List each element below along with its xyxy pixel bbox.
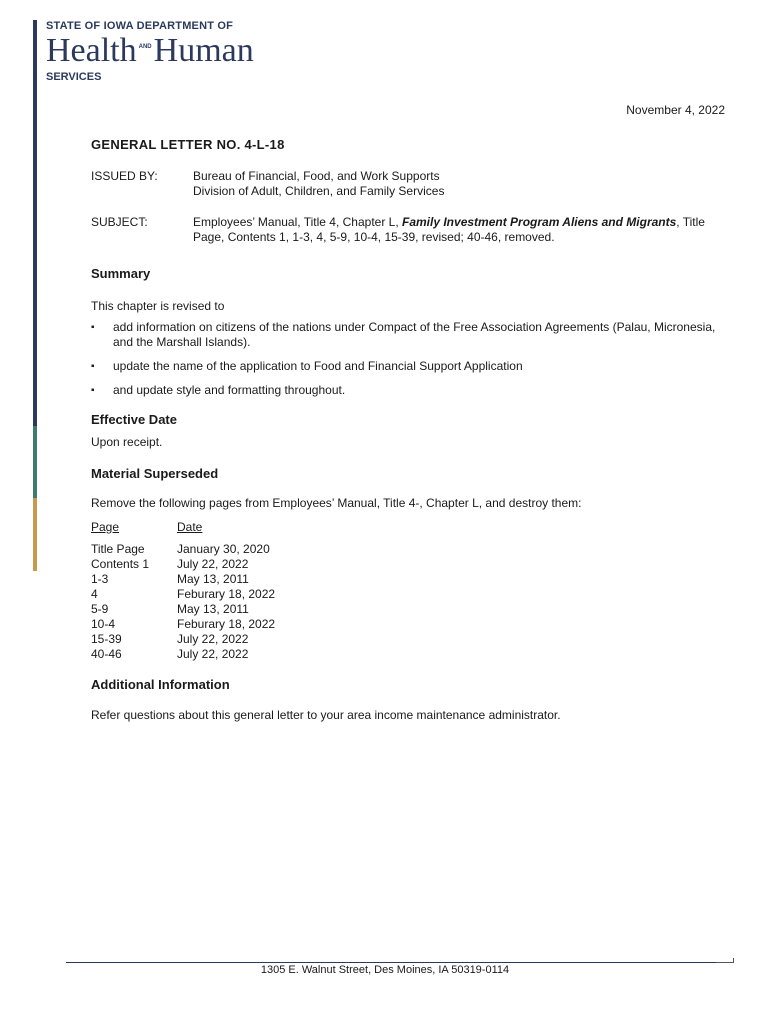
page-cell: 15-39	[91, 632, 122, 646]
material-superseded-text: Remove the following pages from Employees’ Manual, Title 4-, Chapter L, and destroy them:	[91, 496, 582, 510]
table-row	[91, 587, 731, 602]
page-cell: 10-4	[91, 617, 116, 631]
letter-date: November 4, 2022	[626, 103, 725, 117]
page-cell: 4	[91, 587, 98, 601]
table-row	[91, 557, 731, 572]
page-cell: Contents 1	[91, 557, 150, 571]
table-row	[91, 542, 731, 557]
issued-by-line2: Division of Adult, Children, and Family Services	[193, 184, 445, 198]
page-cell: 1-3	[91, 572, 109, 586]
logo-and: AND	[138, 44, 152, 51]
accent-bar-navy	[33, 20, 37, 426]
summary-heading: Summary	[91, 266, 151, 281]
logo-main-line	[46, 33, 254, 71]
footer-address: 1305 E. Walnut Street, Des Moines, IA 50319-0114	[260, 964, 510, 976]
additional-information-heading: Additional Information	[91, 677, 230, 692]
summary-bullet: ▪ update the name of the application to Food and Financial Support Application	[91, 359, 731, 374]
effective-date-heading: Effective Date	[91, 412, 177, 427]
letter-body	[91, 137, 731, 723]
date-cell: January 30, 2020	[177, 542, 270, 556]
subject-suffix: , Title Page, Contents 1, 1-3, 4, 5-9, 10-4, 15-39, revised; 40-46, removed.	[193, 215, 705, 244]
table-row	[91, 602, 731, 617]
issued-by-label: ISSUED BY:	[91, 169, 158, 183]
footer-corner-mark	[716, 958, 734, 963]
material-superseded-heading: Material Superseded	[91, 466, 219, 481]
date-cell: July 22, 2022	[177, 557, 249, 571]
subject-label: SUBJECT:	[91, 215, 148, 229]
subject-value	[193, 215, 731, 245]
logo-word-health: Health	[46, 32, 137, 69]
page-cell: 5-9	[91, 602, 109, 616]
additional-information-text: Refer questions about this general letter to your area income maintenance administrator.	[91, 708, 561, 722]
table-row	[91, 632, 731, 647]
letter-number: GENERAL LETTER NO. 4-L-18	[91, 137, 285, 152]
superseded-table-header	[91, 520, 731, 535]
superseded-table	[91, 520, 731, 662]
summary-list	[91, 320, 731, 398]
table-row	[91, 647, 731, 662]
issued-by-field	[91, 169, 731, 199]
accent-bar-gold	[33, 498, 37, 571]
footer-divider	[66, 962, 716, 963]
table-row	[91, 617, 731, 632]
issued-by-line1: Bureau of Financial, Food, and Work Supports	[193, 169, 440, 183]
summary-intro: This chapter is revised to	[91, 299, 225, 313]
date-cell: July 22, 2022	[177, 647, 249, 661]
subject-field	[91, 215, 731, 245]
page-cell: Title Page	[91, 542, 145, 556]
col-date-header: Date	[177, 520, 203, 534]
date-cell: May 13, 2011	[177, 572, 249, 586]
summary-bullet: ▪ and update style and formatting throughout.	[91, 383, 731, 398]
date-cell: Feburary 18, 2022	[177, 587, 276, 601]
date-cell: July 22, 2022	[177, 632, 249, 646]
date-cell: Feburary 18, 2022	[177, 617, 276, 631]
effective-date-text: Upon receipt.	[91, 435, 163, 449]
subject-prefix: Employees’ Manual, Title 4, Chapter L,	[193, 215, 402, 229]
agency-logo	[46, 20, 254, 83]
logo-top-line: STATE OF IOWA DEPARTMENT OF	[46, 20, 234, 32]
summary-bullet: ▪ add information on citizens of the nations under Compact of the Free Association Agreements (Palau, Micronesia, and the Marshall Islands).	[91, 320, 731, 350]
date-cell: May 13, 2011	[177, 602, 249, 616]
accent-bar-teal	[33, 426, 37, 498]
logo-word-human: Human	[153, 32, 254, 69]
subject-emphasis: Family Investment Program Aliens and Migrants	[402, 215, 677, 229]
page-cell: 40-46	[91, 647, 122, 661]
logo-bottom-line: SERVICES	[46, 71, 102, 84]
table-row	[91, 572, 731, 587]
issued-by-value	[193, 169, 731, 199]
col-page-header: Page	[91, 520, 120, 534]
